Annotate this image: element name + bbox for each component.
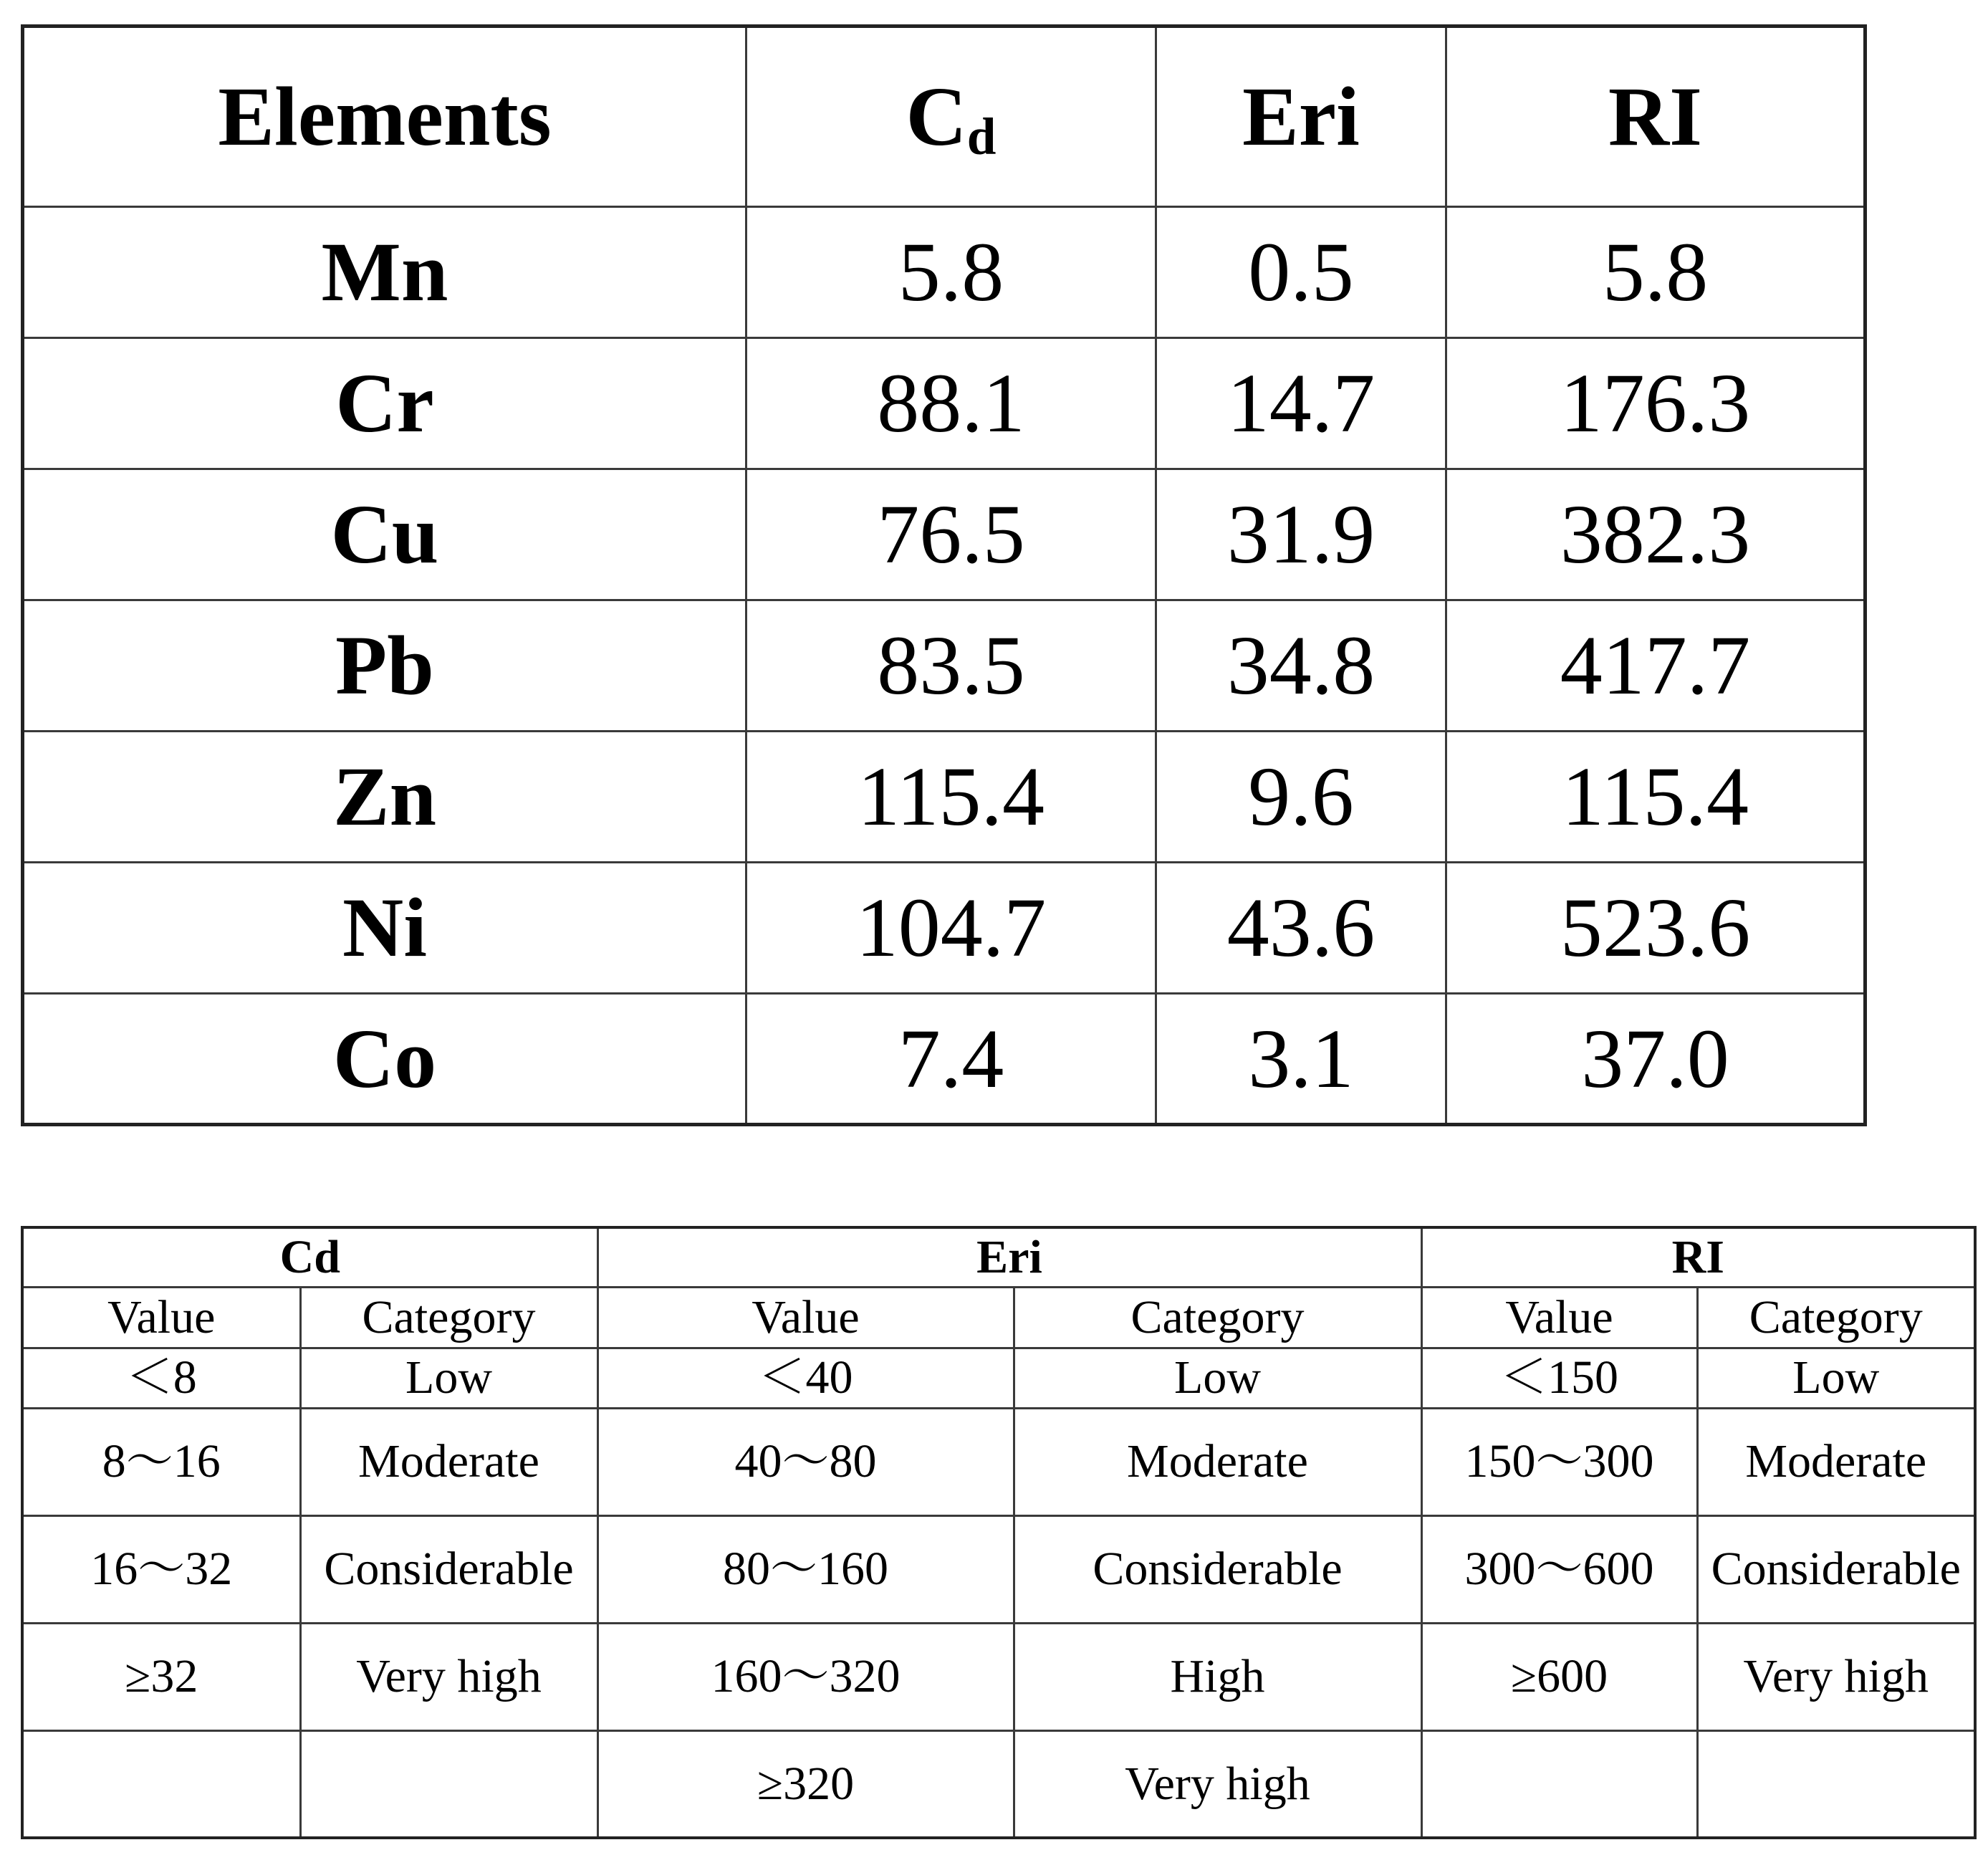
subheader-value: Value	[1421, 1287, 1697, 1348]
table-row	[23, 863, 1865, 994]
table-row	[23, 994, 1865, 1125]
sub-header-row	[22, 1287, 1975, 1348]
eri-value-cell: 40～80	[597, 1408, 1014, 1515]
ri-cell: 176.3	[1446, 338, 1865, 469]
table-header-row	[23, 27, 1865, 207]
subheader-value: Value	[597, 1287, 1014, 1348]
cd-cell: 83.5	[746, 600, 1156, 732]
element-cell: Cr	[23, 338, 746, 469]
element-cell: Mn	[23, 207, 746, 338]
ri-cell: 523.6	[1446, 863, 1865, 994]
cd-category-cell: Considerable	[300, 1515, 597, 1623]
classification-table	[21, 1226, 1977, 1839]
cd-category-cell	[300, 1730, 597, 1838]
ri-category-cell: Considerable	[1697, 1515, 1975, 1623]
cd-value-cell: ＜8	[22, 1348, 300, 1408]
subheader-value: Value	[22, 1287, 300, 1348]
eri-cell: 3.1	[1156, 994, 1446, 1125]
ri-cell: 37.0	[1446, 994, 1865, 1125]
table-row	[23, 469, 1865, 600]
table-row	[23, 732, 1865, 863]
eri-value-cell: ＜40	[597, 1348, 1014, 1408]
table-row	[23, 338, 1865, 469]
header-cd-main: C	[906, 70, 967, 163]
cd-cell: 7.4	[746, 994, 1156, 1125]
cd-cell: 104.7	[746, 863, 1156, 994]
ri-value-cell: 150～300	[1421, 1408, 1697, 1515]
eri-category-cell: Very high	[1014, 1730, 1421, 1838]
header-eri: Eri	[1156, 27, 1446, 207]
ri-value-cell: 300～600	[1421, 1515, 1697, 1623]
ri-cell: 382.3	[1446, 469, 1865, 600]
eri-category-cell: High	[1014, 1623, 1421, 1730]
cd-value-cell: 8～16	[22, 1408, 300, 1515]
group-header-eri: Eri	[597, 1227, 1421, 1287]
table-row	[22, 1730, 1975, 1838]
table-row	[22, 1408, 1975, 1515]
eri-value-cell: ≥320	[597, 1730, 1014, 1838]
table-row	[22, 1348, 1975, 1408]
cd-value-cell: 16～32	[22, 1515, 300, 1623]
eri-cell: 0.5	[1156, 207, 1446, 338]
ri-cell: 417.7	[1446, 600, 1865, 732]
table-row	[23, 600, 1865, 732]
ri-value-cell	[1421, 1730, 1697, 1838]
group-header-row	[22, 1227, 1975, 1287]
table-row	[22, 1515, 1975, 1623]
eri-cell: 31.9	[1156, 469, 1446, 600]
element-cell: Ni	[23, 863, 746, 994]
eri-cell: 9.6	[1156, 732, 1446, 863]
ri-category-cell: Moderate	[1697, 1408, 1975, 1515]
eri-value-cell: 160～320	[597, 1623, 1014, 1730]
ri-cell: 115.4	[1446, 732, 1865, 863]
subheader-category: Category	[1014, 1287, 1421, 1348]
eri-cell: 14.7	[1156, 338, 1446, 469]
cd-cell: 76.5	[746, 469, 1156, 600]
ri-cell: 5.8	[1446, 207, 1865, 338]
group-header-ri: RI	[1421, 1227, 1975, 1287]
element-cell: Cu	[23, 469, 746, 600]
header-ri: RI	[1446, 27, 1865, 207]
header-elements: Elements	[23, 27, 746, 207]
ri-category-cell	[1697, 1730, 1975, 1838]
eri-category-cell: Moderate	[1014, 1408, 1421, 1515]
cd-cell: 115.4	[746, 732, 1156, 863]
element-cell: Zn	[23, 732, 746, 863]
cd-category-cell: Low	[300, 1348, 597, 1408]
element-results-table	[21, 24, 1867, 1126]
ri-value-cell: ＜150	[1421, 1348, 1697, 1408]
eri-cell: 43.6	[1156, 863, 1446, 994]
ri-category-cell: Very high	[1697, 1623, 1975, 1730]
cd-category-cell: Very high	[300, 1623, 597, 1730]
eri-category-cell: Low	[1014, 1348, 1421, 1408]
table-row	[22, 1623, 1975, 1730]
header-cd	[746, 27, 1156, 207]
cd-value-cell	[22, 1730, 300, 1838]
eri-category-cell: Considerable	[1014, 1515, 1421, 1623]
cd-value-cell: ≥32	[22, 1623, 300, 1730]
eri-cell: 34.8	[1156, 600, 1446, 732]
group-header-cd: Cd	[22, 1227, 597, 1287]
ri-value-cell: ≥600	[1421, 1623, 1697, 1730]
element-cell: Pb	[23, 600, 746, 732]
element-cell: Co	[23, 994, 746, 1125]
cd-category-cell: Moderate	[300, 1408, 597, 1515]
subheader-category: Category	[1697, 1287, 1975, 1348]
eri-value-cell: 80～160	[597, 1515, 1014, 1623]
ri-category-cell: Low	[1697, 1348, 1975, 1408]
subheader-category: Category	[300, 1287, 597, 1348]
cd-cell: 5.8	[746, 207, 1156, 338]
table-row	[23, 207, 1865, 338]
cd-cell: 88.1	[746, 338, 1156, 469]
header-cd-subscript: d	[966, 107, 997, 166]
